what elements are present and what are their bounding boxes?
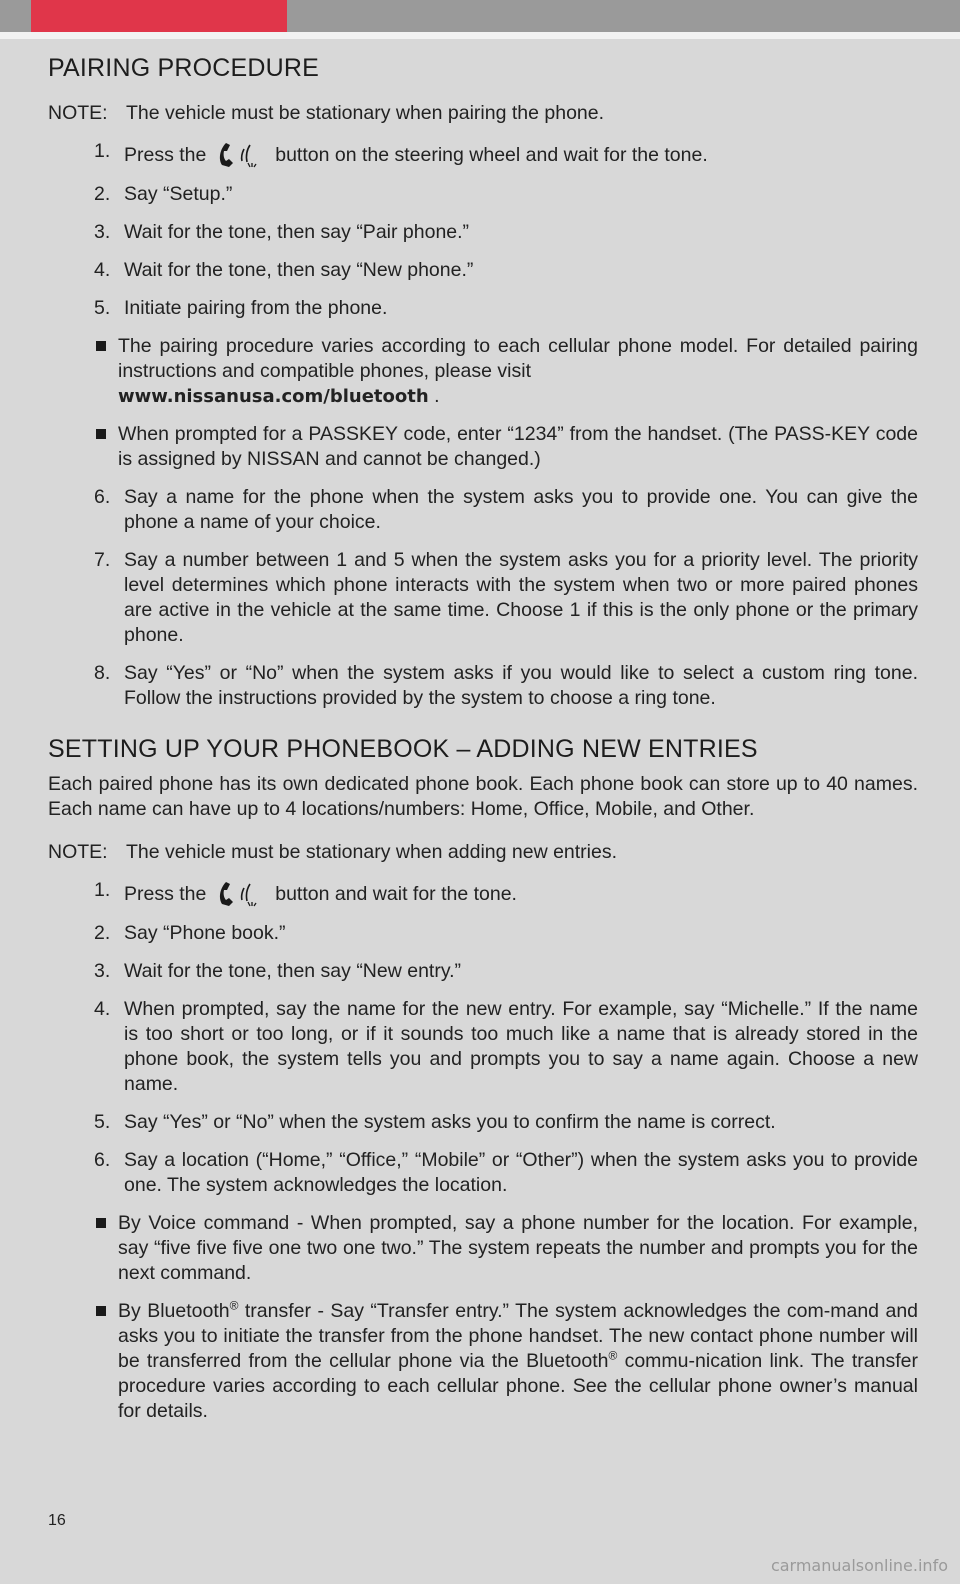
pairing-step-5 <box>48 296 918 321</box>
step-number: 2. <box>94 922 111 944</box>
top-divider <box>0 32 960 39</box>
step-text: Say “Setup.” <box>124 183 233 205</box>
step-number: 3. <box>94 960 111 982</box>
pairing-step-6 <box>48 485 918 535</box>
pairing-step-1 <box>48 139 918 169</box>
pairing-heading: PAIRING PROCEDURE <box>48 54 320 82</box>
phonebook-step-4 <box>48 997 918 1097</box>
step-text: Wait for the tone, then say “New phone.” <box>124 259 474 281</box>
step-text: Press the <box>124 144 207 166</box>
bullet-text: By Bluetooth <box>118 1300 230 1322</box>
note-label: NOTE: <box>48 102 108 124</box>
step-text: Press the <box>124 883 207 905</box>
section-tab-marker <box>31 0 287 32</box>
step-number: 7. <box>94 549 111 571</box>
page-number: 16 <box>48 1512 66 1529</box>
step-text: Say “Yes” or “No” when the system asks you to confirm the name is correct. <box>124 1111 776 1133</box>
top-bar <box>0 0 960 32</box>
bullet-square-icon <box>96 1306 106 1316</box>
pairing-step-2 <box>48 182 918 207</box>
step-number: 1. <box>94 140 111 162</box>
phonebook-step-2 <box>48 921 918 946</box>
note-text: The vehicle must be stationary when pairing the phone. <box>126 102 605 124</box>
phonebook-bullet-1 <box>48 1211 918 1286</box>
bullet-text-cont: transfer - Say “Transfer entry.” The system acknowledges the com-mand and asks you to initiate the transfer from the phone handset. The new contact phone number will be transferred from the cellular phone via the Bluetooth <box>118 1300 919 1372</box>
bullet-square-icon <box>96 429 106 439</box>
pairing-step-7 <box>48 548 918 648</box>
registered-mark: ® <box>229 1298 239 1313</box>
step-number: 6. <box>94 486 111 508</box>
bullet-square-icon <box>96 341 106 351</box>
step-text-cont: button and wait for the tone. <box>275 883 517 905</box>
step-number: 3. <box>94 221 111 243</box>
step-number: 2. <box>94 183 111 205</box>
step-text: Wait for the tone, then say “Pair phone.” <box>124 221 470 243</box>
registered-mark: ® <box>608 1348 618 1363</box>
step-text: Initiate pairing from the phone. <box>124 297 388 319</box>
bullet-text: By Voice command - When prompted, say a phone number for the location. For example, say “five five five one two one two.” The system repeats the number and prompts you for the next command. <box>118 1212 918 1284</box>
step-number: 8. <box>94 662 111 684</box>
bluetooth-website-link[interactable]: www.nissanusa.com/bluetooth <box>118 386 429 407</box>
note-label: NOTE: <box>48 841 108 863</box>
pairing-step-8 <box>48 661 918 711</box>
step-text: Say “Phone book.” <box>124 922 286 944</box>
pairing-step-4 <box>48 258 918 283</box>
watermark: carmanualsonline.info <box>770 1556 948 1575</box>
phonebook-step-6 <box>48 1148 918 1198</box>
step-text-cont: button on the steering wheel and wait for the tone. <box>275 144 708 166</box>
step-text: Wait for the tone, then say “New entry.” <box>124 960 462 982</box>
bullet-text: The pairing procedure varies according to each cellular phone model. For detailed pairing instructions and compatible phones, please visit <box>118 335 918 382</box>
step-number: 5. <box>94 297 111 319</box>
pairing-bullet-2 <box>48 422 918 472</box>
phonebook-note <box>48 840 918 865</box>
pairing-bullet-1: The pairing procedure varies according to each cellular phone model. For detailed pairing instructions and compatible phones, please visit www.nissanusa.com/bluetooth . <box>48 334 918 409</box>
note-text: The vehicle must be stationary when adding new entries. <box>126 841 618 863</box>
phonebook-heading: SETTING UP YOUR PHONEBOOK – ADDING NEW ENTRIES <box>48 735 758 763</box>
phone-talk-icon <box>214 139 268 169</box>
bullet-text-end: commu-nication link. The transfer procedure varies according to each cellular phone. See the cellular phone owner’s manual for details. <box>118 1350 918 1422</box>
bullet-text: When prompted for a PASSKEY code, enter “1234” from the handset. (The PASS-KEY code is assigned by NISSAN and cannot be changed.) <box>118 423 918 470</box>
step-text: Say a number between 1 and 5 when the system asks you for a priority level. The priority level determines which phone interacts with the system when two or more paired phones are active in the vehicle at the same time. Choose 1 if this is the only phone or the primary phone. <box>124 549 918 646</box>
step-text: Say a name for the phone when the system asks you to provide one. You can give the phone a name of your choice. <box>124 486 918 533</box>
phonebook-step-1 <box>48 878 918 908</box>
step-number: 6. <box>94 1149 111 1171</box>
phonebook-step-5 <box>48 1110 918 1135</box>
pairing-note <box>48 101 918 126</box>
step-number: 4. <box>94 998 111 1020</box>
step-text: Say a location (“Home,” “Office,” “Mobile” or “Other”) when the system asks you to provide one. The system acknowledges the location. <box>124 1149 918 1196</box>
bullet-square-icon <box>96 1218 106 1228</box>
step-text: When prompted, say the name for the new entry. For example, say “Michelle.” If the name is too short or too long, or if it sounds too much like a name that is already stored in the phone book, the system tells you and prompts you to say a name again. Choose a new name. <box>124 998 918 1095</box>
step-text: Say “Yes” or “No” when the system asks if you would like to select a custom ring tone. Follow the instructions provided by the system to choose a ring tone. <box>124 662 918 709</box>
phonebook-intro: Each paired phone has its own dedicated phone book. Each phone book can store up to 40 names. Each name can have up to 4 locations/numbers: Home, Office, Mobile, and Other. <box>48 773 918 820</box>
page-content <box>48 54 918 1424</box>
pairing-step-3 <box>48 220 918 245</box>
step-number: 1. <box>94 879 111 901</box>
phonebook-bullet-2 <box>48 1299 918 1424</box>
step-number: 4. <box>94 259 111 281</box>
step-number: 5. <box>94 1111 111 1133</box>
phonebook-step-3 <box>48 959 918 984</box>
phone-talk-icon <box>214 878 268 908</box>
